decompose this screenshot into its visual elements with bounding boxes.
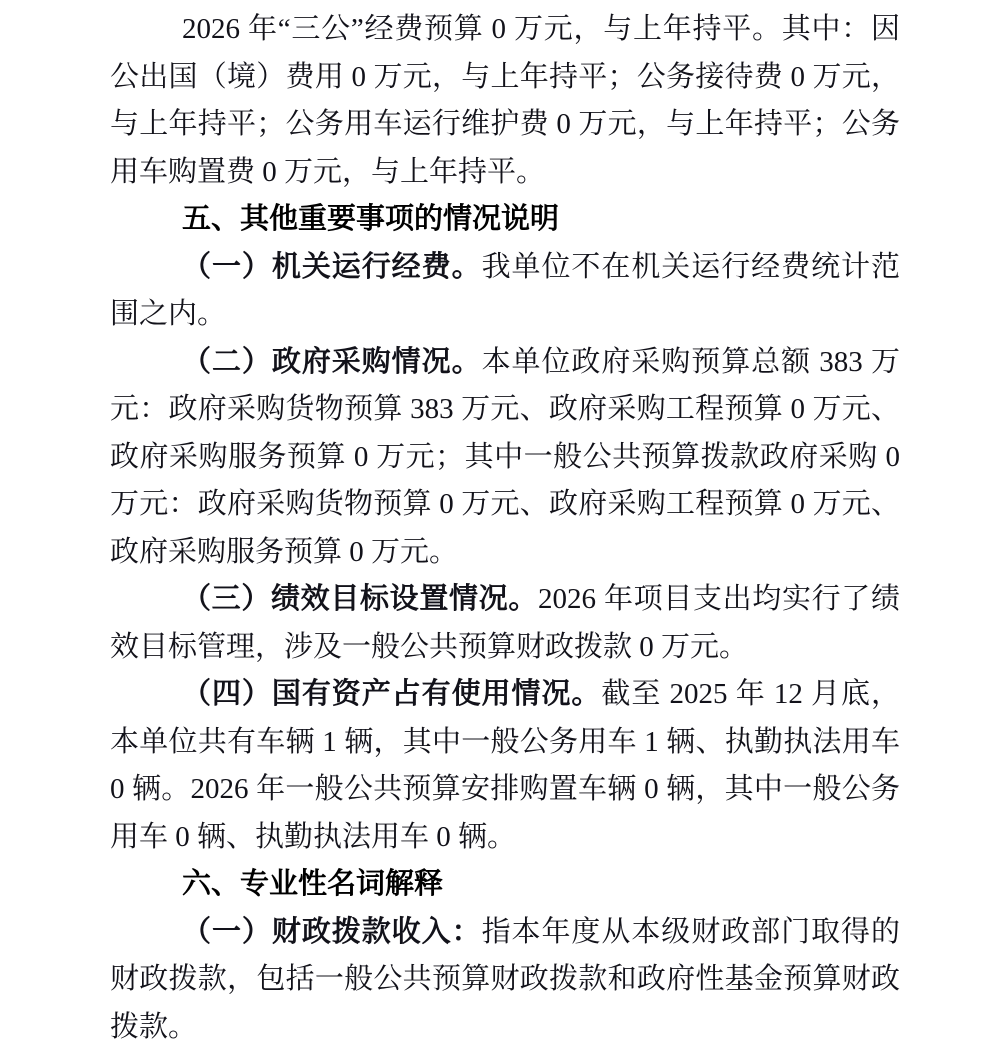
- document-body: [110, 6, 900, 1051]
- paragraph-text: 2026 年“三公”经费预算 0 万元，与上年持平。其中：因公出国（境）费用 0 万元，与上年持平；公务接待费 0 万元，与上年持平；公务用车运行维护费 0 万元，与上年持平；公务用车购置费 0 万元，与上年持平。: [110, 13, 900, 188]
- paragraph-agency-operating-costs: [110, 244, 900, 339]
- paragraph-text: 截至 2025 年 12 月底，本单位共有车辆 1 辆，其中一般公务用车 1 辆、执勤执法用车 0 辆。2026 年一般公共预算安排购置车辆 0 辆，其中一般公务用车 0 辆、执勤执法用车 0 辆。: [110, 678, 900, 853]
- section-heading-five: [110, 196, 900, 244]
- paragraph-lead: （一）机关运行经费。: [182, 250, 482, 283]
- paragraph-text: 2026 年项目支出均实行了绩效目标管理，涉及一般公共预算财政拨款 0 万元。: [110, 583, 900, 663]
- paragraph-fiscal-appropriation-definition: [110, 909, 900, 1052]
- paragraph-text: 本单位政府采购预算总额 383 万元：政府采购货物预算 383 万元、政府采购工程预算 0 万元、政府采购服务预算 0 万元；其中一般公共预算拨款政府采购 0 万元：政府采购货物预算 0 万元、政府采购工程预算 0 万元、政府采购服务预算 0 万元。: [110, 345, 900, 568]
- paragraph-three-public-funds: [110, 6, 900, 196]
- section-heading-six: [110, 861, 900, 909]
- section-heading-text: 六、专业性名词解释: [182, 868, 444, 900]
- paragraph-lead: （一）财政拨款收入：: [182, 915, 482, 948]
- paragraph-lead: （二）政府采购情况。: [182, 345, 482, 378]
- paragraph-government-procurement: [110, 339, 900, 577]
- paragraph-text: 指本年度从本级财政部门取得的财政拨款，包括一般公共预算财政拨款和政府性基金预算财政拨款。: [110, 915, 900, 1043]
- section-heading-text: 五、其他重要事项的情况说明: [182, 203, 560, 235]
- paragraph-performance-targets: [110, 576, 900, 671]
- paragraph-lead: （四）国有资产占有使用情况。: [182, 678, 602, 710]
- paragraph-text: 我单位不在机关运行经费统计范围之内。: [110, 250, 900, 330]
- paragraph-lead: （三）绩效目标设置情况。: [182, 583, 539, 615]
- paragraph-state-owned-assets: [110, 671, 900, 861]
